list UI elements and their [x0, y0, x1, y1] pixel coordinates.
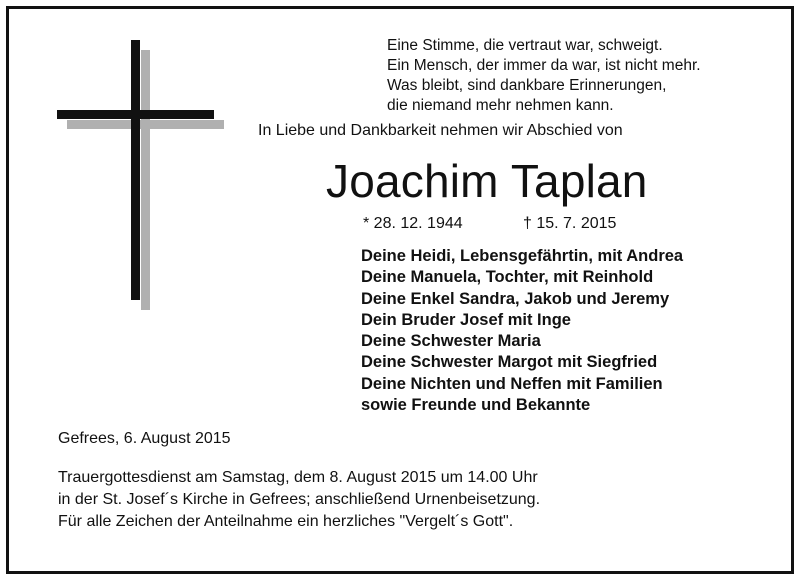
cross-horizontal-bar [57, 110, 214, 119]
poem-line: die niemand mehr nehmen kann. [387, 97, 614, 114]
poem [387, 36, 701, 116]
cross-vertical-bar [131, 40, 140, 300]
death-date: † 15. 7. 2015 [523, 215, 617, 232]
mourner-line: Deine Schwester Maria [361, 332, 541, 351]
birth-date: * 28. 12. 1944 [363, 215, 463, 232]
mourner-line: Deine Schwester Margot mit Siegfried [361, 353, 658, 372]
mourner-line: Deine Manuela, Tochter, mit Reinhold [361, 268, 654, 287]
service-line: Für alle Zeichen der Anteilnahme ein herzliches "Vergelt´s Gott". [58, 513, 514, 530]
service-line: in der St. Josef´s Kirche in Gefrees; anschließend Urnenbeisetzung. [58, 491, 541, 508]
mourner-line: sowie Freunde und Bekannte [361, 396, 591, 415]
mourner-line: Dein Bruder Josef mit Inge [361, 310, 571, 329]
service-line: Trauergottesdienst am Samstag, dem 8. August 2015 um 14.00 Uhr [58, 469, 538, 486]
mourners-list [361, 246, 683, 416]
intro-text: In Liebe und Dankbarkeit nehmen wir Abschied von [258, 122, 623, 139]
cross-shadow-vertical [141, 50, 150, 310]
place-date: Gefrees, 6. August 2015 [58, 430, 231, 447]
service-info [58, 467, 540, 533]
poem-line: Eine Stimme, die vertraut war, schweigt. [387, 37, 663, 54]
poem-line: Ein Mensch, der immer da war, ist nicht mehr. [387, 57, 701, 74]
mourner-line: Deine Nichten und Neffen mit Familien [361, 374, 663, 393]
poem-line: Was bleibt, sind dankbare Erinnerungen, [387, 77, 667, 94]
mourner-line: Deine Enkel Sandra, Jakob und Jeremy [361, 289, 670, 308]
mourner-line: Deine Heidi, Lebensgefährtin, mit Andrea [361, 247, 684, 265]
cross-shadow-horizontal [67, 120, 224, 129]
deceased-name: Joachim Taplan [326, 155, 648, 207]
